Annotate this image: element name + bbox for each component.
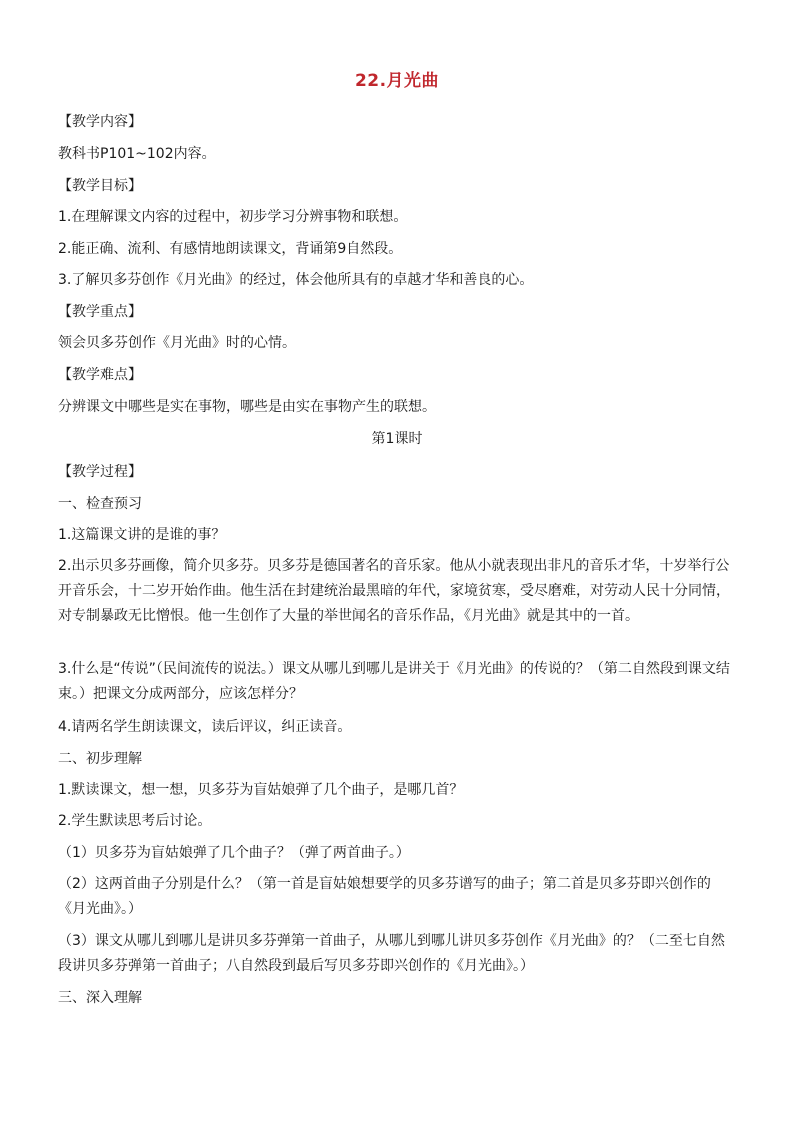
heading-key-points: 【教学重点】: [58, 304, 142, 320]
teaching-content-text: 教科书P101~102内容。: [58, 146, 216, 162]
section-3-title: 三、深入理解: [58, 990, 142, 1006]
section-2-answer-1: （1）贝多芬为盲姑娘弹了几个曲子？（弹了两首曲子。）: [58, 845, 410, 861]
section-2-answer-2: （2）这两首曲子分别是什么？（第一首是盲姑娘想要学的贝多芬谱写的曲子；第二首是贝多芬即兴创作的《月光曲》。）: [58, 876, 711, 917]
heading-difficult-points: 【教学难点】: [58, 367, 142, 383]
lesson-label: 第1课时: [371, 431, 423, 447]
heading-teaching-process: 【教学过程】: [58, 464, 142, 480]
section-1-question-4: 4.请两名学生朗读课文，读后评议，纠正读音。: [58, 719, 352, 735]
section-1-question-3: 3.什么是“传说”（民间流传的说法。）课文从哪儿到哪儿是讲关于《月光曲》的传说的？（第二自然段到课文结束。）把课文分成两部分，应该怎样分？: [58, 661, 730, 702]
document-title: 22.月光曲: [354, 71, 440, 91]
goal-2: 2.能正确、流利、有感情地朗读课文，背诵第9自然段。: [58, 241, 403, 257]
section-2-question-1: 1.默读课文，想一想，贝多芬为盲姑娘弹了几个曲子，是哪几首？: [58, 782, 464, 798]
section-2-title: 二、初步理解: [58, 751, 142, 767]
goal-1: 1.在理解课文内容的过程中，初步学习分辨事物和联想。: [58, 209, 408, 225]
section-1-question-1: 1.这篇课文讲的是谁的事？: [58, 527, 226, 543]
section-1-title: 一、检查预习: [58, 496, 142, 512]
section-2-answer-3: （3）课文从哪儿到哪儿是讲贝多芬弹第一首曲子，从哪儿到哪儿讲贝多芬创作《月光曲》的？（二至七自然段讲贝多芬弹第一首曲子；八自然段到最后写贝多芬即兴创作的《月光曲》。）: [58, 933, 725, 974]
goal-3: 3.了解贝多芬创作《月光曲》的经过，体会他所具有的卓越才华和善良的心。: [58, 272, 534, 288]
heading-teaching-content: 【教学内容】: [58, 114, 142, 130]
section-2-question-2: 2.学生默读思考后讨论。: [58, 813, 212, 829]
difficult-points-text: 分辨课文中哪些是实在事物，哪些是由实在事物产生的联想。: [58, 399, 436, 415]
heading-teaching-goals: 【教学目标】: [58, 178, 142, 194]
key-points-text: 领会贝多芬创作《月光曲》时的心情。: [58, 335, 296, 351]
section-1-question-2: 2.出示贝多芬画像，简介贝多芬。贝多芬是德国著名的音乐家。他从小就表现出非凡的音乐才华，十岁举行公开音乐会，十二岁开始作曲。他生活在封建统治最黑暗的年代，家境贫寒，受尽磨难，对劳动人民十分同情，对专制暴政无比憎恨。他一生创作了大量的举世闻名的音乐作品，《月光曲》就是其中的一首。: [58, 558, 730, 624]
